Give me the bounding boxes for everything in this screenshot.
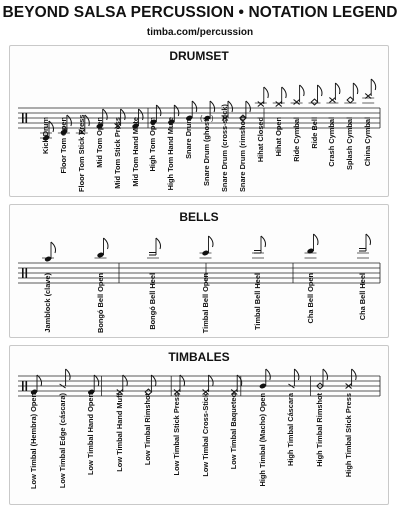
note-flag xyxy=(104,238,109,249)
note-flag xyxy=(51,242,56,253)
percussion-clef-icon xyxy=(22,268,24,278)
legend-label-floor-tom-stick-press: Floor Tom Stick Press xyxy=(76,114,86,192)
note-flag xyxy=(264,87,269,98)
legend-label-low-timbal-cross-stick: Low Timbal Cross-Stick xyxy=(200,393,210,477)
note-flag xyxy=(366,234,371,245)
note-flag xyxy=(353,83,358,94)
legend-label-low-timbal-edge-c-scara: Low Timbal Edge (cáscara) xyxy=(57,393,67,489)
legend-label-jamblock-clave: Jamblock (clave) xyxy=(43,273,52,333)
legend-label-mid-tom-hand-mute: Mid Tom Hand Mute xyxy=(130,117,140,187)
legend-label-high-timbal-c-scara: High Timbal Cáscara xyxy=(286,393,296,466)
note-flag xyxy=(209,375,214,386)
svg-text:(: ( xyxy=(200,115,203,123)
bells-title: BELLS xyxy=(179,210,219,224)
legend-label-mid-tom-stick-press: Mid Tom Stick Press xyxy=(112,117,122,189)
legend-label-low-timbal-rimshot: Low Timbal Rimshot xyxy=(143,393,153,466)
legend-label-low-timbal-hembra-open: Low Timbal (Hembra) Open xyxy=(29,393,38,489)
legend-label-bong-bell-open: Bongó Bell Open xyxy=(95,273,105,333)
note-flag xyxy=(66,369,71,380)
page-title: BEYOND SALSA PERCUSSION • NOTATION LEGEND xyxy=(2,4,398,21)
legend-label-bong-bell-heel: Bongó Bell Heel xyxy=(148,273,157,330)
legend-label-splash-cymbal: Splash Cymbal xyxy=(345,117,355,170)
note-flag xyxy=(174,105,179,116)
bells-panel xyxy=(9,204,389,338)
legend-label-snare-drum-ghost: Snare Drum (ghost) xyxy=(202,117,212,186)
note-flag xyxy=(352,369,357,380)
legend-label-snare-drum-cross-stick: Snare Drum (cross-stick) xyxy=(220,104,229,192)
note-flag xyxy=(37,375,42,386)
note-flag xyxy=(156,238,161,249)
legend-label-timbal-bell-open: Timbal Bell Open xyxy=(200,273,210,334)
note-flag xyxy=(156,105,161,116)
timbales-title: TIMBALES xyxy=(168,350,230,364)
note-flag xyxy=(192,101,197,112)
notehead-cha-bell-heel xyxy=(359,249,366,252)
notehead-ride-bell xyxy=(311,99,317,105)
legend-label-cha-bell-open: Cha Bell Open xyxy=(305,273,315,324)
legend-label-mid-tom-open: Mid Tom Open xyxy=(94,117,104,168)
note-flag xyxy=(210,101,215,112)
note-flag xyxy=(294,369,299,380)
note-flag xyxy=(323,369,328,380)
legend-label-hihat-open: Hihat Open xyxy=(273,117,283,157)
notehead-hihat-open xyxy=(276,102,282,107)
legend-label-floor-tom-open: Floor Tom Open xyxy=(58,117,68,174)
note-flag xyxy=(151,375,156,386)
legend-label-kick-drum: Kick Drum xyxy=(41,117,50,154)
note-flag xyxy=(266,369,271,380)
notehead-ride-cymbal xyxy=(294,100,300,105)
note-flag xyxy=(209,236,214,247)
legend-label-high-timbal-rimshot: High Timbal Rimshot xyxy=(315,393,324,467)
notehead-bong-bell-heel xyxy=(149,253,156,256)
percussion-clef-icon xyxy=(26,381,28,391)
notehead-splash-cymbal xyxy=(347,97,353,103)
note-flag xyxy=(314,234,319,245)
note-flag xyxy=(123,375,128,386)
legend-label-ride-bell: Ride Bell xyxy=(309,117,319,149)
notehead-hihat-closed xyxy=(258,102,264,107)
note-flag xyxy=(371,79,376,90)
percussion-clef-icon xyxy=(22,113,24,123)
legend-label-high-timbal-macho-open: High Timbal (Macho) Open xyxy=(257,393,267,487)
note-flag xyxy=(180,375,185,386)
legend-label-snare-drum: Snare Drum xyxy=(184,117,194,159)
legend-label-high-tom-open: High Tom Open xyxy=(148,117,158,172)
legend-label-low-timbal-hand-muff: Low Timbal Hand Muff xyxy=(114,393,124,472)
bells-staff xyxy=(10,205,390,339)
legend-label-low-timbal-baqueteo: Low Timbal Baqueteo xyxy=(229,393,239,470)
note-flag xyxy=(94,375,99,386)
legend-label-low-timbal-stick-press: Low Timbal Stick Press xyxy=(172,393,181,476)
note-flag xyxy=(261,236,266,247)
notehead-crash-cymbal xyxy=(329,98,335,103)
legend-label-snare-drum-rimshot: Snare Drum (rimshot) xyxy=(237,116,247,192)
legend-label-high-tom-hand-mute: High Tom Hand Mute xyxy=(166,117,176,191)
legend-label-low-timbal-hand-open: Low Timbal Hand Open xyxy=(86,393,96,475)
timbales-staff xyxy=(10,346,390,506)
note-flag xyxy=(335,83,340,94)
drumset-title: DRUMSET xyxy=(169,49,229,63)
percussion-clef-icon xyxy=(26,268,28,278)
legend-label-high-timbal-stick-press: High Timbal Stick Press xyxy=(343,393,353,478)
note-flag xyxy=(318,85,323,96)
drumset-panel xyxy=(9,45,389,197)
percussion-clef-icon xyxy=(22,381,24,391)
legend-label-hihat-closed: Hihat Closed xyxy=(255,117,265,163)
legend-label-cha-bell-heel: Cha Bell Heel xyxy=(358,273,367,321)
percussion-clef-icon xyxy=(26,113,28,123)
site-url: timba.com/percussion xyxy=(146,27,254,38)
legend-label-timbal-bell-heel: Timbal Bell Heel xyxy=(253,273,262,330)
note-flag xyxy=(300,85,305,96)
notehead-timbal-bell-heel xyxy=(254,251,261,254)
svg-text:): ) xyxy=(211,115,214,123)
note-flag xyxy=(246,101,251,112)
timbales-panel xyxy=(9,345,389,505)
note-flag xyxy=(282,87,287,98)
legend-label-crash-cymbal: Crash Cymbal xyxy=(327,117,337,167)
legend-label-china-cymbal: China Cymbal xyxy=(363,117,373,167)
legend-label-ride-cymbal: Ride Cymbal xyxy=(291,117,301,162)
